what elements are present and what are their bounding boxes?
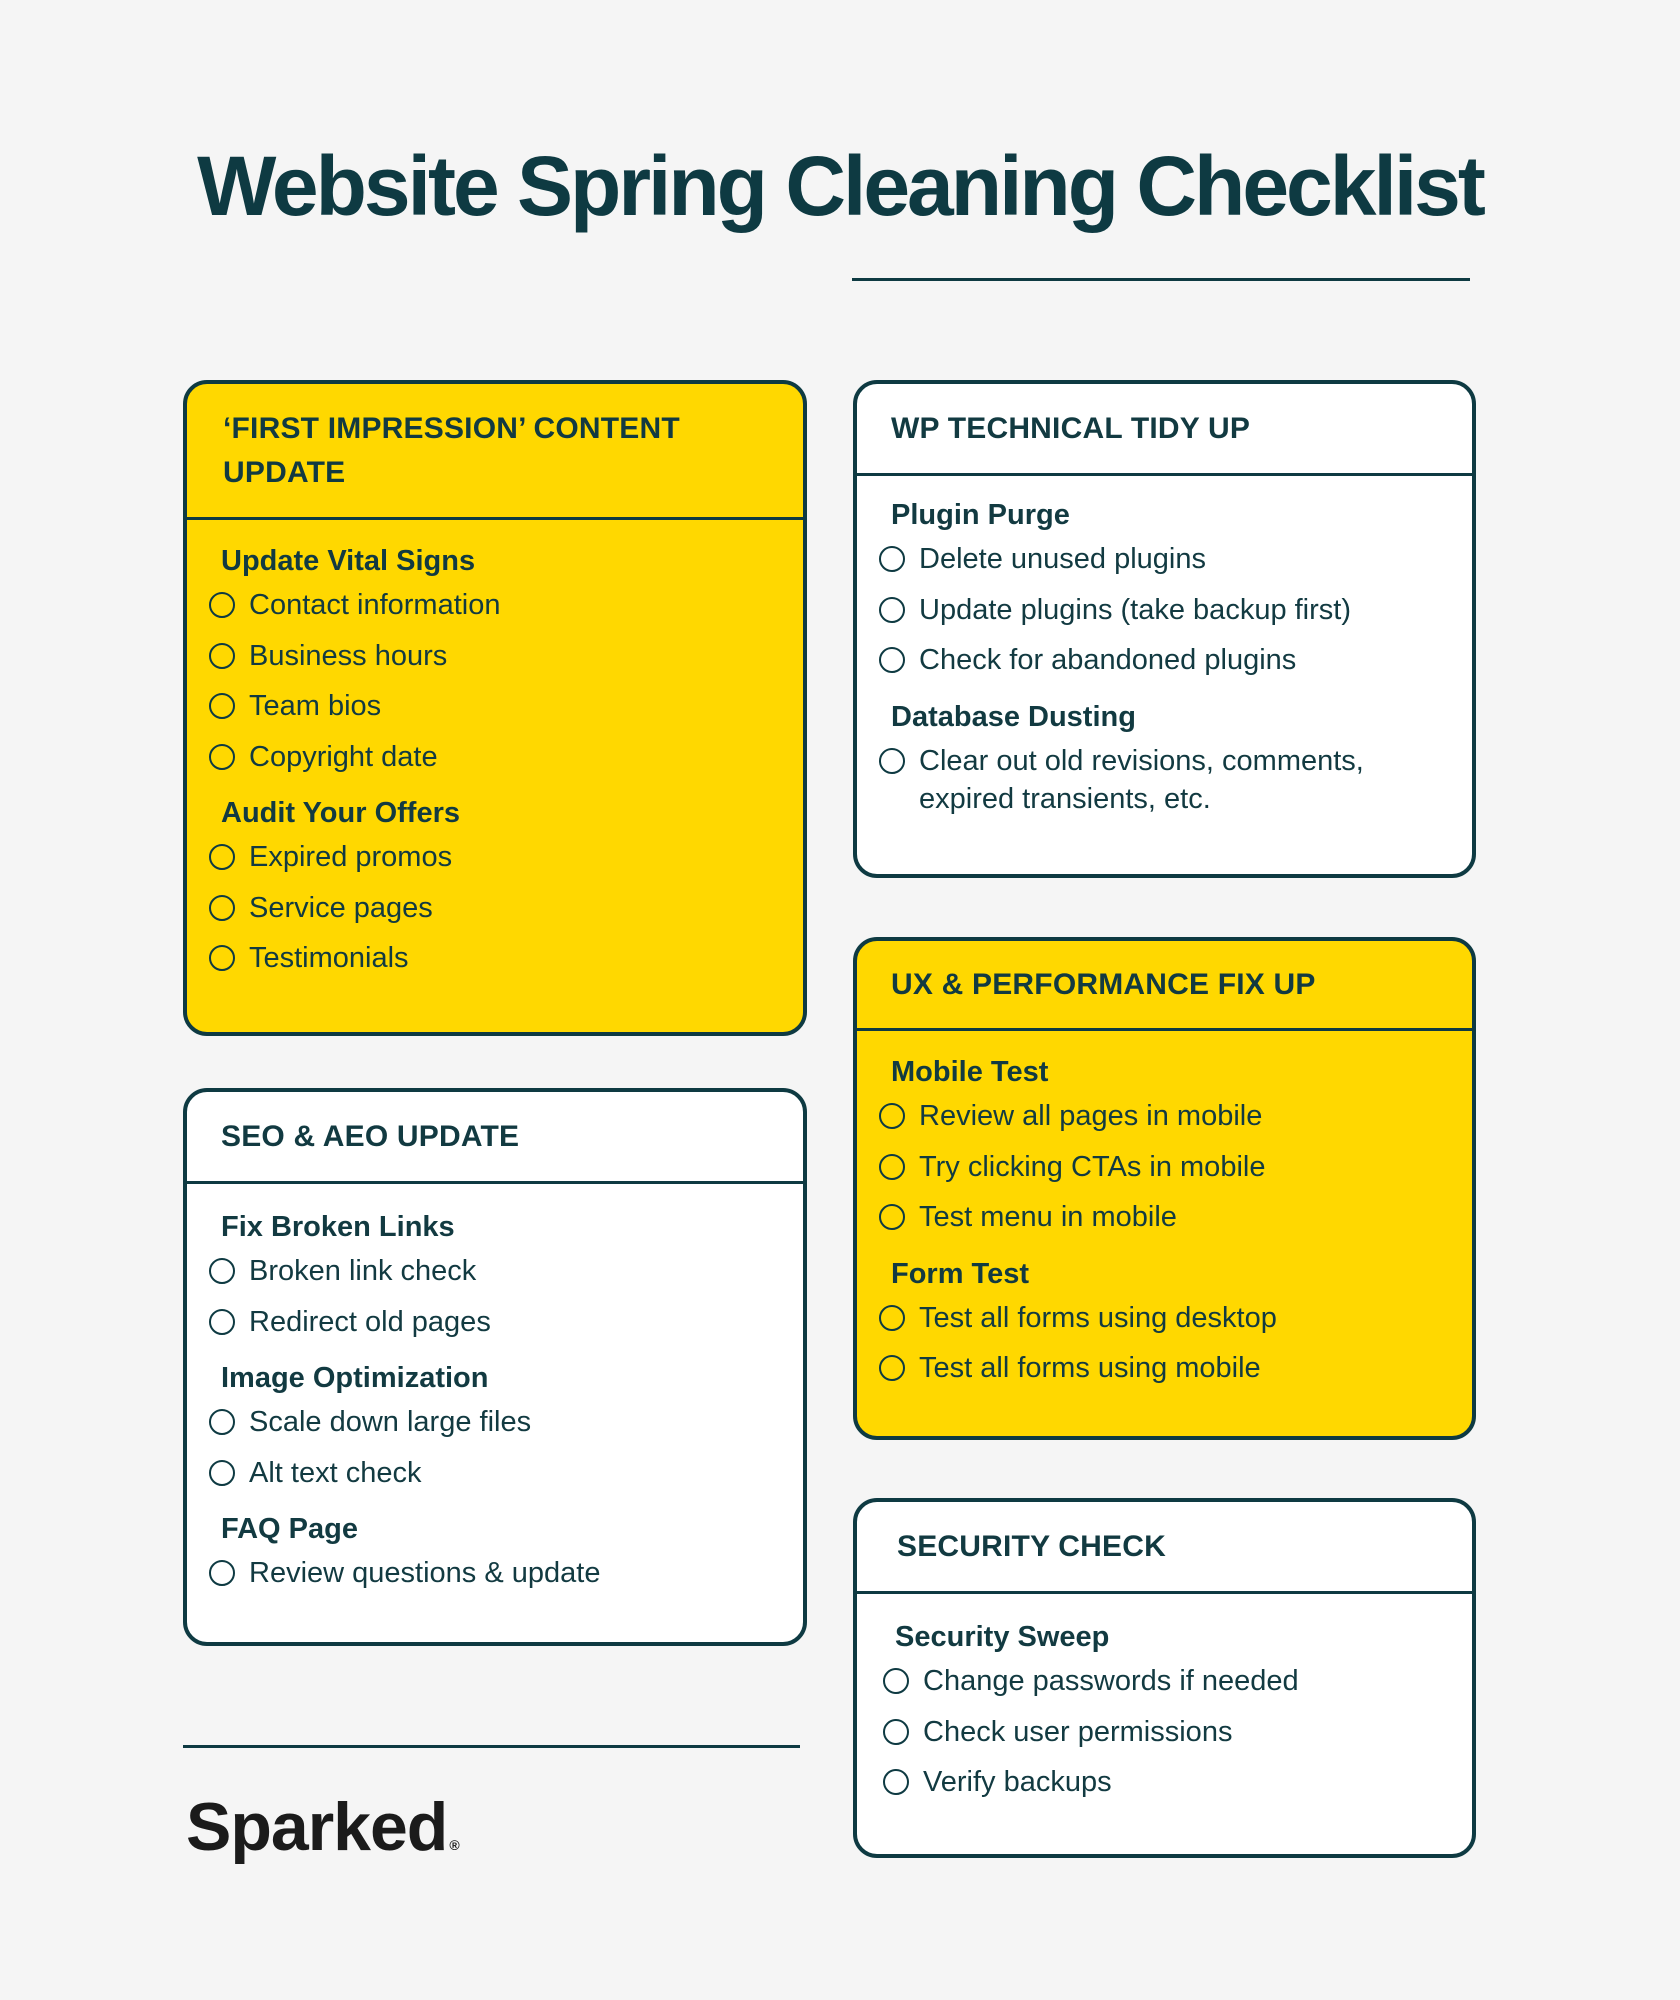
group-title: Form Test <box>891 1257 1030 1290</box>
footer-divider <box>183 1745 800 1748</box>
checkbox-circle-icon[interactable] <box>883 1668 909 1694</box>
checklist-item[interactable]: Check user permissions <box>883 1713 1450 1764</box>
checkbox-circle-icon[interactable] <box>209 1409 235 1435</box>
card-ux-performance <box>853 937 1476 1440</box>
checklist-item[interactable]: Business hours <box>209 637 781 688</box>
checkbox-circle-icon[interactable] <box>209 1258 235 1284</box>
checklist-item[interactable]: Contact information <box>209 586 781 637</box>
group-title: Update Vital Signs <box>221 545 476 577</box>
checkbox-circle-icon[interactable] <box>209 1560 235 1586</box>
checkbox-circle-icon[interactable] <box>879 546 905 572</box>
checklist-item[interactable]: Review questions & update <box>209 1554 781 1605</box>
checkbox-circle-icon[interactable] <box>879 1355 905 1381</box>
checklist-item[interactable]: Test all forms using mobile <box>879 1349 1450 1400</box>
checklist-item[interactable]: Redirect old pages <box>209 1303 781 1354</box>
checklist-item[interactable]: Copyright date <box>209 738 781 789</box>
checkbox-circle-icon[interactable] <box>209 945 235 971</box>
card-heading: UX & PERFORMANCE FIX UP <box>857 941 1472 1031</box>
card-security-check <box>853 1498 1476 1858</box>
checklist-item[interactable]: Check for abandoned plugins <box>879 641 1450 692</box>
title-divider <box>852 278 1470 281</box>
checklist-item[interactable]: Expired promos <box>209 838 781 889</box>
card-heading: SEO & AEO UPDATE <box>187 1092 803 1184</box>
checkbox-circle-icon[interactable] <box>209 1460 235 1486</box>
checklist-item[interactable]: Verify backups <box>883 1763 1450 1814</box>
checklist-item[interactable]: Change passwords if needed <box>883 1662 1450 1713</box>
page-title: Website Spring Cleaning Checklist <box>197 139 1483 233</box>
checkbox-circle-icon[interactable] <box>879 1305 905 1331</box>
checklist-item[interactable]: Team bios <box>209 687 781 738</box>
checklist-item[interactable]: Test menu in mobile <box>879 1198 1450 1249</box>
checklist-item[interactable]: Broken link check <box>209 1252 781 1303</box>
checklist-item[interactable]: Service pages <box>209 889 781 940</box>
checkbox-circle-icon[interactable] <box>879 597 905 623</box>
checkbox-circle-icon[interactable] <box>883 1769 909 1795</box>
card-heading: ‘FIRST IMPRESSION’ CONTENT UPDATE <box>187 384 803 520</box>
checkbox-circle-icon[interactable] <box>209 592 235 618</box>
checkbox-circle-icon[interactable] <box>209 895 235 921</box>
group-title: Fix Broken Links <box>221 1211 455 1243</box>
card-seo-aeo <box>183 1088 807 1646</box>
brand-name: Sparked <box>186 1789 448 1865</box>
brand-logo <box>186 1788 459 1866</box>
group-title: Security Sweep <box>895 1621 1110 1653</box>
checklist-item[interactable]: Testimonials <box>209 939 781 990</box>
checklist-item[interactable]: Try clicking CTAs in mobile <box>879 1148 1450 1199</box>
checklist-item[interactable]: Scale down large files <box>209 1403 781 1454</box>
card-first-impression <box>183 380 807 1036</box>
checkbox-circle-icon[interactable] <box>879 1204 905 1230</box>
group-title: Image Optimization <box>221 1362 489 1394</box>
card-wp-technical <box>853 380 1476 878</box>
checklist-item[interactable]: Alt text check <box>209 1454 781 1505</box>
checklist-item[interactable]: Clear out old revisions, comments, expired transients, etc. <box>879 742 1450 818</box>
card-heading: SECURITY CHECK <box>857 1502 1472 1594</box>
group-title: Database Dusting <box>891 700 1136 733</box>
group-title: Plugin Purge <box>891 499 1070 531</box>
checklist-item[interactable]: Update plugins (take backup first) <box>879 591 1450 642</box>
checkbox-circle-icon[interactable] <box>209 1309 235 1335</box>
group-title: FAQ Page <box>221 1513 358 1545</box>
checkbox-circle-icon[interactable] <box>879 1154 905 1180</box>
checkbox-circle-icon[interactable] <box>209 693 235 719</box>
registered-mark: ® <box>449 1837 459 1853</box>
checkbox-circle-icon[interactable] <box>879 1103 905 1129</box>
checklist-item[interactable]: Test all forms using desktop <box>879 1299 1450 1350</box>
checkbox-circle-icon[interactable] <box>209 844 235 870</box>
checkbox-circle-icon[interactable] <box>879 647 905 673</box>
checkbox-circle-icon[interactable] <box>879 748 905 774</box>
checklist-item[interactable]: Review all pages in mobile <box>879 1097 1450 1148</box>
group-title: Mobile Test <box>891 1056 1049 1088</box>
checkbox-circle-icon[interactable] <box>209 643 235 669</box>
checklist-item[interactable]: Delete unused plugins <box>879 540 1450 591</box>
card-heading: WP TECHNICAL TIDY UP <box>857 384 1472 476</box>
checkbox-circle-icon[interactable] <box>209 744 235 770</box>
checkbox-circle-icon[interactable] <box>883 1719 909 1745</box>
group-title: Audit Your Offers <box>221 797 460 829</box>
